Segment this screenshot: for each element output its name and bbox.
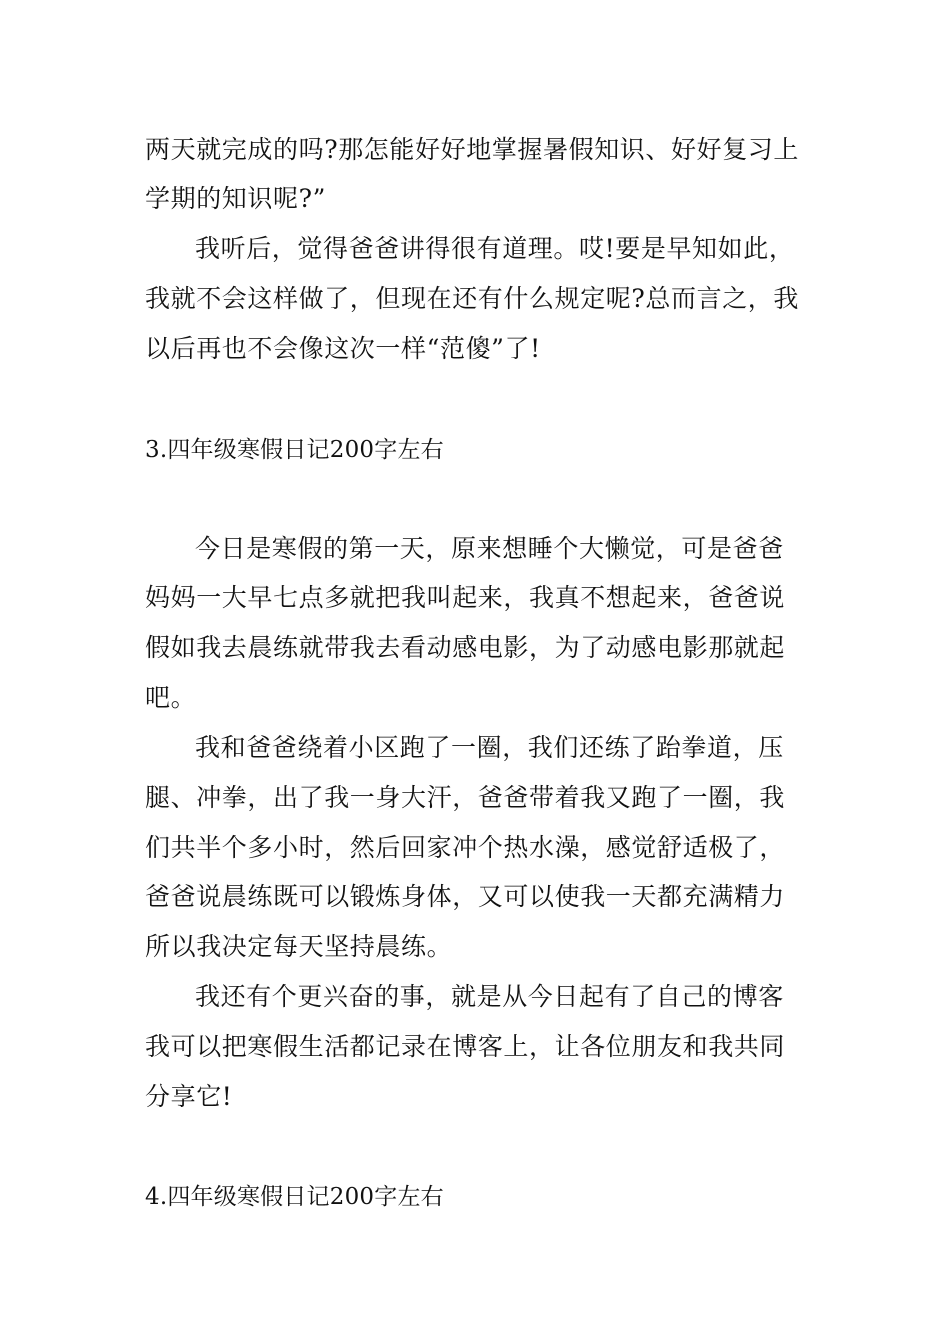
s3-p2-line-3: 们共半个多小时，然后回家冲个热水澡，感觉舒适极了， — [145, 833, 786, 862]
s3-p2-line-2: 腿、冲拳，出了我一身大汗，爸爸带着我又跑了一圈，我 — [145, 783, 786, 812]
s3-p1-line-3: 假如我去晨练就带我去看动感电影，为了动感电影那就起 — [145, 633, 786, 662]
s3-p2-line-4: 爸爸说晨练既可以锻炼身体，又可以使我一天都充满精力 — [145, 882, 786, 911]
s3-p3-line-1: 我还有个更兴奋的事，就是从今日起有了自己的博客 — [195, 982, 784, 1011]
s3-p1-line-2: 妈妈一大早七点多就把我叫起来，我真不想起来，爸爸说 — [145, 583, 786, 612]
para1-line-2: 我就不会这样做了，但现在还有什么规定呢?总而言之，我 — [145, 284, 800, 313]
s3-p2-line-5: 所以我决定每天坚持晨练。 — [145, 932, 453, 961]
para1-line-1: 我听后，觉得爸爸讲得很有道理。哎!要是早知如此， — [195, 234, 795, 263]
s3-p3-line-3: 分享它! — [145, 1082, 233, 1111]
intro-line-1: 两天就完成的吗?那怎能好好地掌握暑假知识、好好复习上 — [145, 135, 800, 164]
s3-p3-line-2: 我可以把寒假生活都记录在博客上，让各位朋友和我共同 — [145, 1032, 786, 1061]
para1-line-3: 以后再也不会像这次一样“范傻”了! — [145, 334, 541, 363]
s3-p1-line-1: 今日是寒假的第一天，原来想睡个大懒觉，可是爸爸 — [195, 534, 784, 563]
section-heading-3: 3.四年级寒假日记200字左右 — [145, 437, 444, 463]
intro-line-2: 学期的知识呢?” — [145, 184, 326, 213]
s3-p1-line-4: 吧。 — [145, 683, 197, 712]
section-heading-4: 4.四年级寒假日记200字左右 — [145, 1184, 444, 1210]
s3-p2-line-1: 我和爸爸绕着小区跑了一圈，我们还练了跆拳道，压 — [195, 733, 784, 762]
